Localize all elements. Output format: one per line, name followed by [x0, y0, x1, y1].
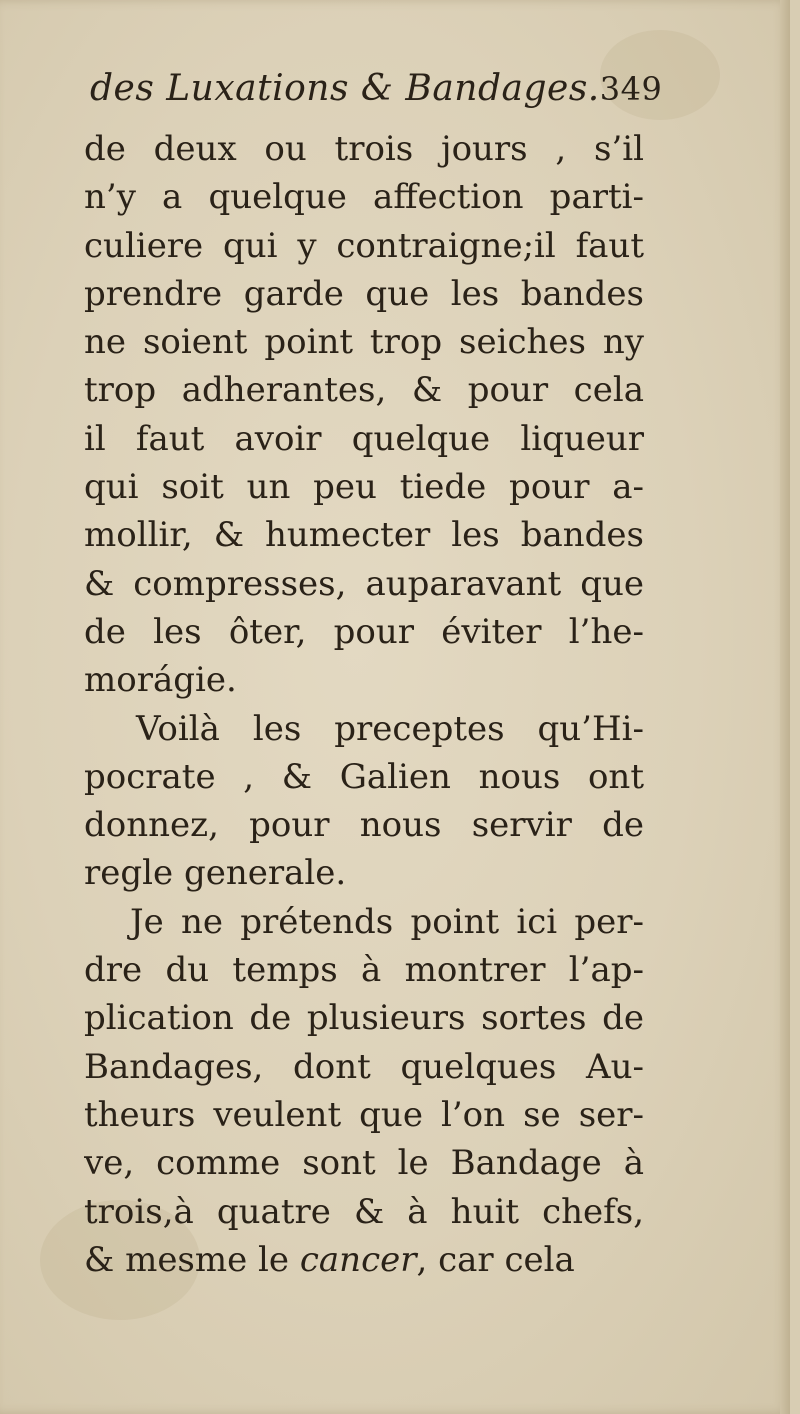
- text-line: trop adherantes, & pour cela: [84, 370, 644, 411]
- text-line: de deux ou trois jours , s’il: [84, 129, 644, 169]
- text-line: pocrate , & Galien nous ont: [84, 756, 644, 797]
- text-line-last: [84, 1236, 644, 1284]
- italic-word: cancer: [299, 1239, 417, 1280]
- page-number: 349: [599, 70, 663, 108]
- text-line: ve, comme sont le Bandage à: [84, 1143, 644, 1184]
- text-run: , car cela: [416, 1239, 575, 1280]
- text-line: prendre garde que les bandes: [84, 273, 644, 314]
- paragraph-first-line: Je ne prétends point ici per-: [130, 901, 644, 942]
- text-line: donnez, pour nous servir de: [84, 805, 644, 846]
- text-line: qui soit un peu tiede pour a-: [84, 467, 644, 508]
- running-title: des Luxations & Bandages.: [90, 68, 600, 109]
- text-line: mollir, & humecter les bandes: [84, 515, 644, 556]
- text-line: dre du temps à montrer l’ap-: [84, 950, 644, 991]
- text-line: morágie.: [84, 660, 237, 701]
- text-line: trois,à quatre & à huit chefs,: [84, 1191, 644, 1232]
- text-line: n’y a quelque affection parti-: [84, 177, 644, 218]
- text-line: il faut avoir quelque liqueur: [84, 418, 644, 459]
- paragraph-first-line: Voilà les preceptes qu’Hi-: [136, 708, 644, 749]
- text-run: & mesme le: [84, 1239, 300, 1280]
- text-line: & compresses, auparavant que: [84, 563, 644, 604]
- text-line: regle generale.: [84, 853, 347, 894]
- page-edge: [780, 0, 790, 1414]
- text-line: ne soient point trop seiches ny: [84, 322, 644, 363]
- body-text: [84, 125, 644, 1284]
- running-header: [90, 68, 663, 128]
- text-line: Bandages, dont quelques Au-: [84, 1046, 644, 1087]
- text-line: theurs veulent que l’on se ser-: [84, 1094, 644, 1135]
- text-line: de les ôter, pour éviter l’he-: [84, 611, 644, 652]
- text-line: plication de plusieurs sortes de: [84, 998, 644, 1039]
- text-line: culiere qui y contraigne;il faut: [84, 225, 644, 266]
